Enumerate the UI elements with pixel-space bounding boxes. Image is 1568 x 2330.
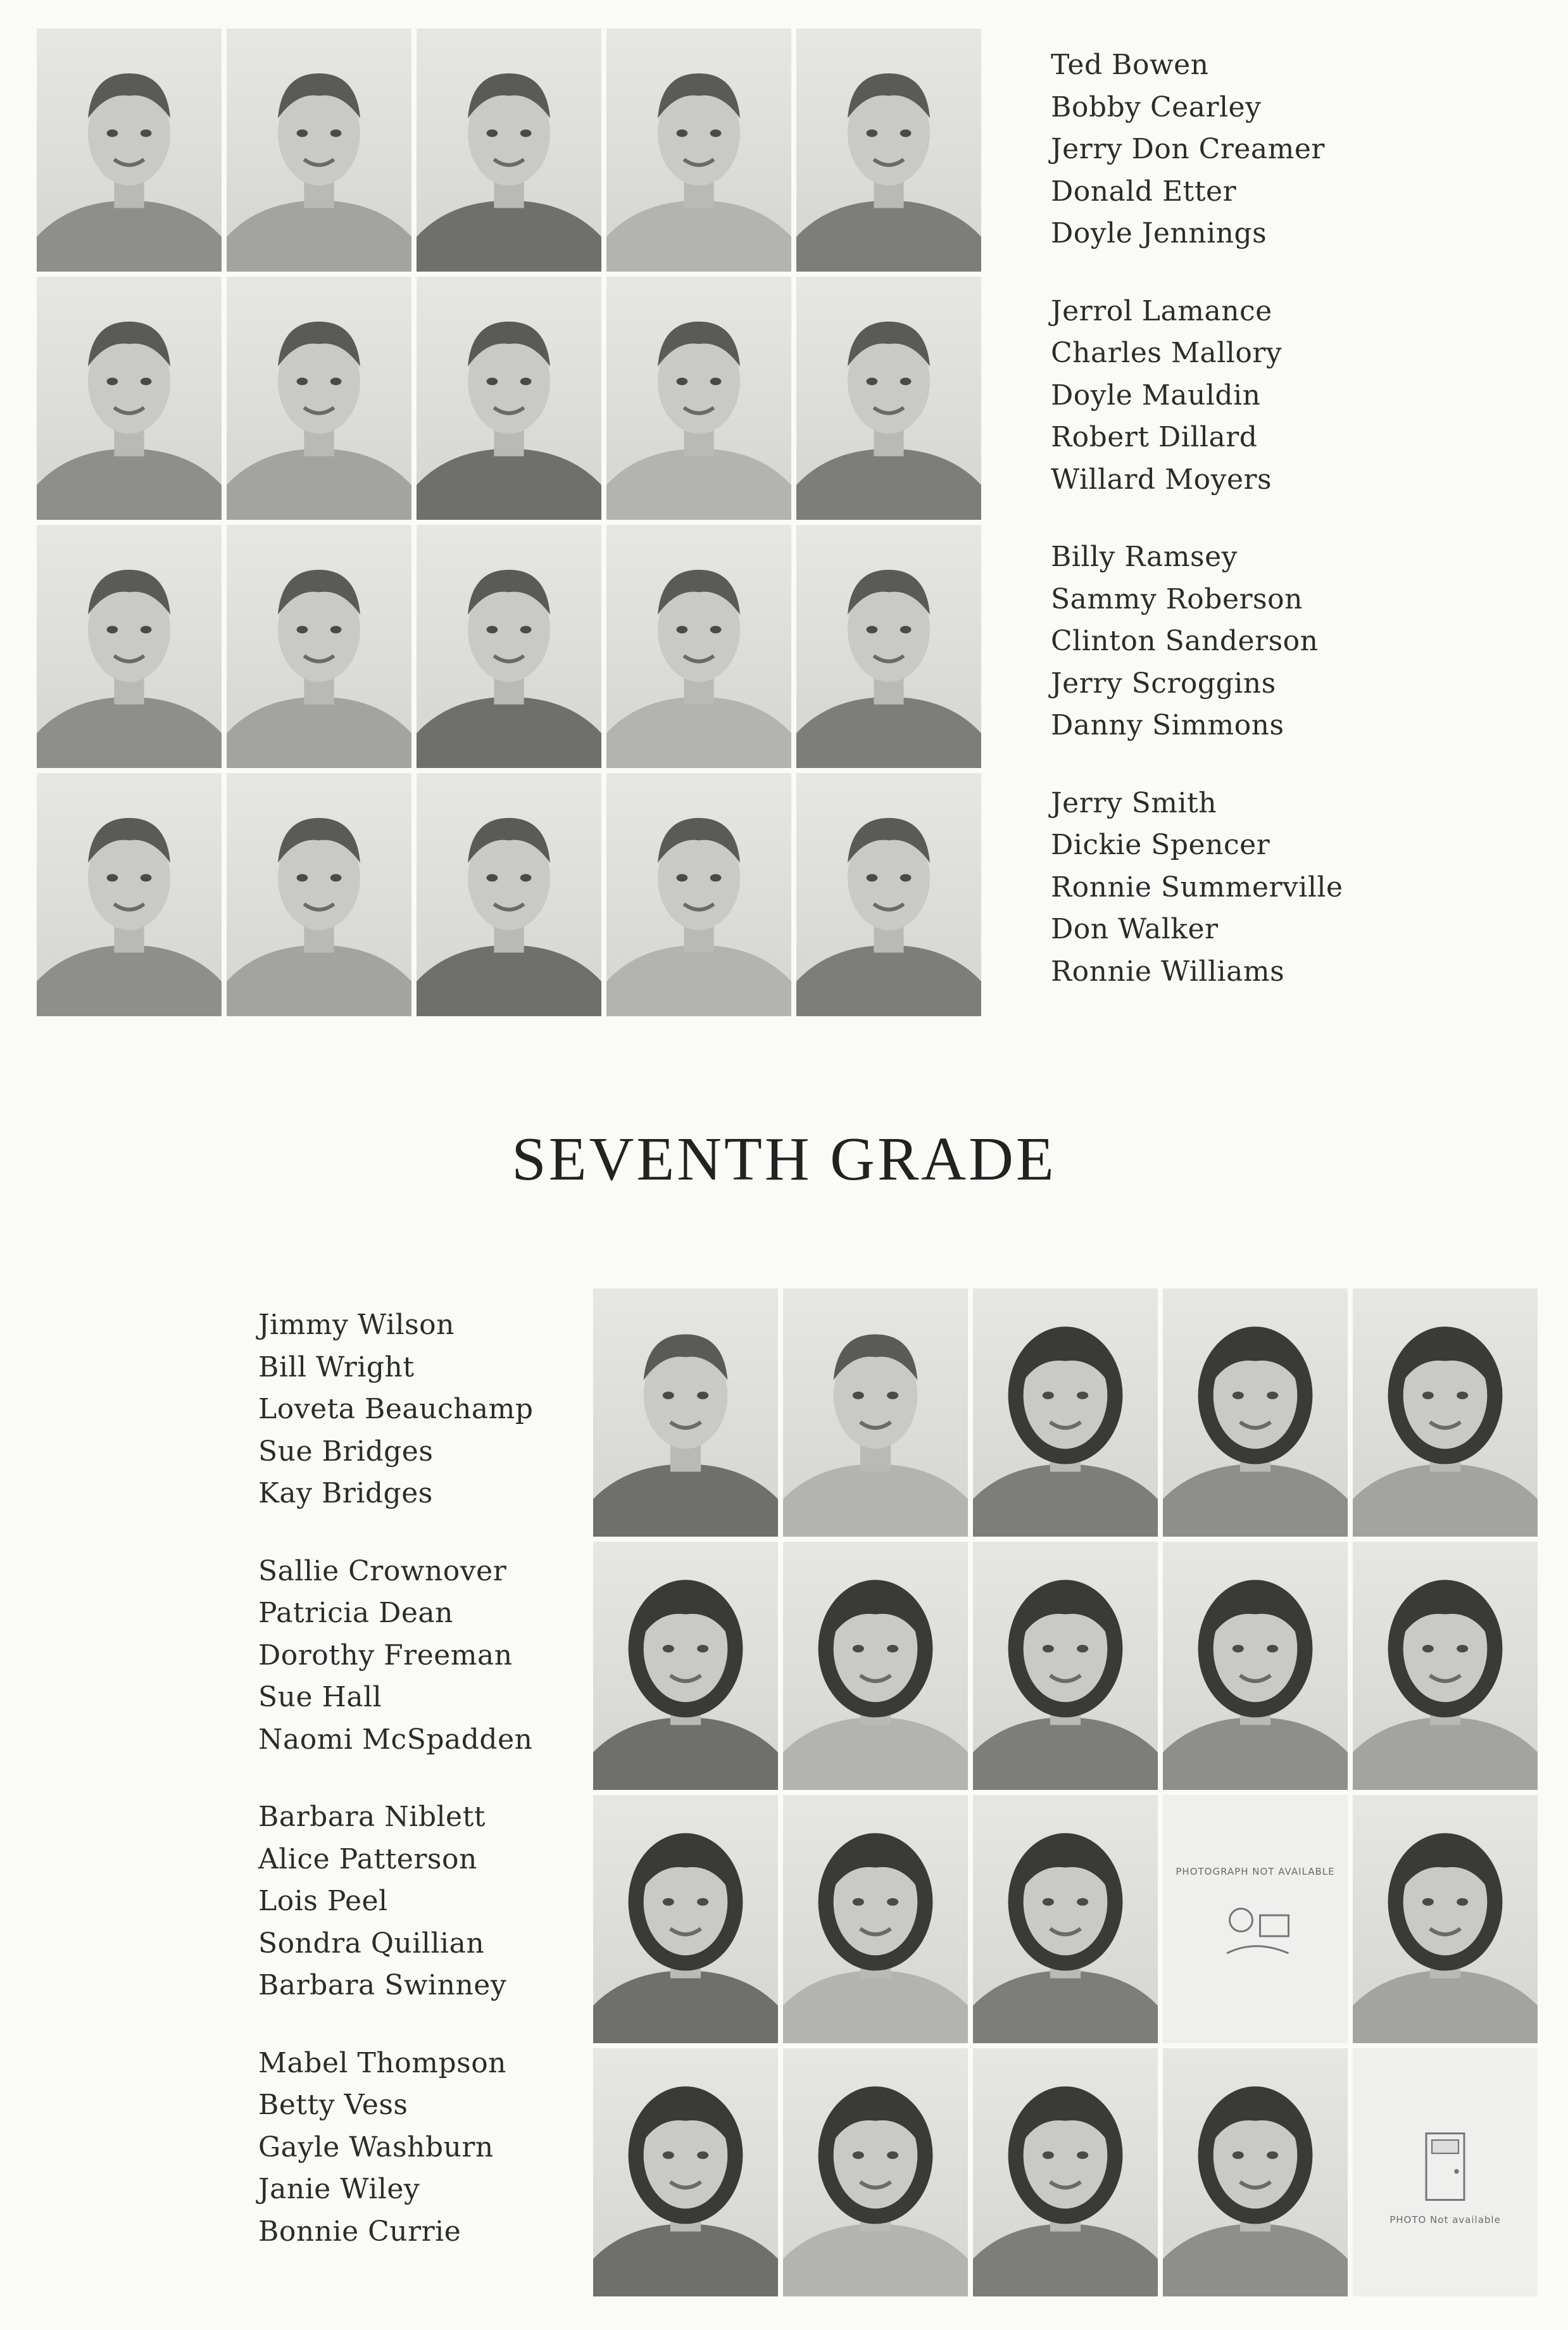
- portrait-photo: [1353, 1288, 1538, 1537]
- student-photo: [593, 1288, 778, 1537]
- portrait-photo: [593, 1288, 778, 1537]
- portrait-photo: [796, 277, 981, 520]
- portrait-photo: [593, 1795, 778, 2043]
- student-photo: [606, 525, 791, 768]
- student-name: Clinton Sanderson: [1051, 625, 1319, 657]
- placeholder-text: PHOTO Not available: [1389, 2214, 1501, 2226]
- portrait-photo: [37, 773, 222, 1016]
- student-name: Barbara Niblett: [258, 1801, 486, 1833]
- name-group: [1051, 291, 1343, 501]
- student-name: Billy Ramsey: [1051, 541, 1238, 573]
- portrait-photo: [606, 773, 791, 1016]
- name-group: [258, 2043, 534, 2253]
- name-group: [1051, 536, 1343, 747]
- student-photo: [1163, 2048, 1348, 2296]
- photo-not-available-placeholder: [1353, 2048, 1538, 2296]
- student-photo: [227, 525, 411, 768]
- student-photo: [417, 525, 601, 768]
- student-photo: [606, 28, 791, 272]
- portrait-photo: [973, 1795, 1158, 2043]
- student-name: Dickie Spencer: [1051, 829, 1270, 861]
- student-name: Barbara Swinney: [258, 1969, 507, 2001]
- student-name: Doyle Jennings: [1051, 217, 1267, 249]
- top-name-list: [1051, 44, 1343, 1028]
- seventh-grade-name-list: [258, 1304, 534, 2288]
- student-name: Gayle Washburn: [258, 2131, 494, 2163]
- student-photo: [417, 28, 601, 272]
- student-photo: [1353, 1795, 1538, 2043]
- student-name: Charles Mallory: [1051, 337, 1283, 369]
- student-photo: [227, 277, 411, 520]
- portrait-photo: [973, 1288, 1158, 1537]
- section-title: SEVENTH GRADE: [511, 1125, 1057, 1193]
- portrait-photo: [783, 1795, 968, 2043]
- student-name: Ronnie Williams: [1051, 955, 1285, 988]
- portrait-photo: [783, 1288, 968, 1537]
- portrait-photo: [783, 2048, 968, 2296]
- student-photo: [593, 1542, 778, 1790]
- portrait-photo: [417, 773, 601, 1016]
- portrait-photo: [1353, 1795, 1538, 2043]
- student-photo: [37, 525, 222, 768]
- student-photo: [417, 277, 601, 520]
- student-photo: [37, 773, 222, 1016]
- portrait-photo: [37, 525, 222, 768]
- name-group: [258, 1551, 534, 1761]
- student-name: Sue Hall: [258, 1681, 382, 1713]
- portrait-photo: [417, 277, 601, 520]
- name-group: [258, 1796, 534, 2007]
- portrait-photo: [606, 525, 791, 768]
- student-name: Loveta Beauchamp: [258, 1393, 534, 1425]
- student-photo: [783, 2048, 968, 2296]
- student-photo: [593, 2048, 778, 2296]
- student-name: Patricia Dean: [258, 1597, 453, 1629]
- student-name: Bill Wright: [258, 1351, 415, 1383]
- student-photo: [1163, 1288, 1348, 1537]
- student-name: Danny Simmons: [1051, 709, 1284, 741]
- student-photo: [973, 2048, 1158, 2296]
- student-name: Naomi McSpadden: [258, 1723, 533, 1756]
- portrait-photo: [227, 773, 411, 1016]
- name-group: [1051, 783, 1343, 993]
- student-photo: [796, 773, 981, 1016]
- door-sign-icon: [1398, 2119, 1493, 2214]
- portrait-photo: [593, 2048, 778, 2296]
- student-name: Bonnie Currie: [258, 2215, 461, 2248]
- name-group: [258, 1304, 534, 1515]
- student-photo: [783, 1288, 968, 1537]
- student-name: Bobby Cearley: [1051, 91, 1262, 123]
- student-name: Sondra Quillian: [258, 1927, 485, 1960]
- portrait-photo: [973, 1542, 1158, 1790]
- student-name: Jimmy Wilson: [258, 1309, 455, 1341]
- student-photo: [227, 773, 411, 1016]
- portrait-photo: [796, 773, 981, 1016]
- portrait-photo: [606, 28, 791, 272]
- portrait-photo: [37, 277, 222, 520]
- student-photo: [783, 1542, 968, 1790]
- student-name: Robert Dillard: [1051, 421, 1258, 453]
- student-name: Sallie Crownover: [258, 1554, 507, 1587]
- student-photo: [227, 28, 411, 272]
- name-group: [1051, 44, 1343, 255]
- portrait-photo: [796, 525, 981, 768]
- student-name: Alice Patterson: [258, 1842, 477, 1875]
- top-photo-grid: [37, 28, 981, 1016]
- photo-not-available-placeholder: [1163, 1795, 1348, 2043]
- student-name: Ted Bowen: [1051, 49, 1209, 81]
- portrait-photo: [1163, 1542, 1348, 1790]
- portrait-photo: [417, 28, 601, 272]
- student-name: Kay Bridges: [258, 1477, 433, 1509]
- student-name: Doyle Mauldin: [1051, 379, 1261, 412]
- student-name: Jerrol Lamance: [1051, 294, 1272, 327]
- student-name: Willard Moyers: [1051, 463, 1272, 496]
- portrait-photo: [783, 1542, 968, 1790]
- student-photo: [37, 28, 222, 272]
- portrait-photo: [37, 28, 222, 272]
- student-photo: [783, 1795, 968, 2043]
- student-photo: [796, 277, 981, 520]
- student-name: Donald Etter: [1051, 175, 1237, 208]
- student-name: Ronnie Summerville: [1051, 871, 1343, 904]
- student-name: Jerry Scroggins: [1051, 667, 1276, 700]
- student-photo: [973, 1542, 1158, 1790]
- student-name: Lois Peel: [258, 1885, 388, 1917]
- student-photo: [593, 1795, 778, 2043]
- student-name: Janie Wiley: [258, 2173, 420, 2205]
- portrait-photo: [417, 525, 601, 768]
- student-photo: [1353, 1542, 1538, 1790]
- student-name: Mabel Thompson: [258, 2046, 507, 2079]
- placeholder-text: PHOTOGRAPH NOT AVAILABLE: [1176, 1866, 1335, 1877]
- student-photo: [606, 277, 791, 520]
- student-photo: [796, 28, 981, 272]
- student-photo: [796, 525, 981, 768]
- student-photo: [606, 773, 791, 1016]
- portrait-photo: [593, 1542, 778, 1790]
- portrait-photo: [1353, 1542, 1538, 1790]
- portrait-photo: [227, 28, 411, 272]
- cartoon-icon: [1208, 1877, 1303, 1972]
- portrait-photo: [606, 277, 791, 520]
- student-photo: [973, 1288, 1158, 1537]
- portrait-photo: [973, 2048, 1158, 2296]
- student-name: Jerry Smith: [1051, 786, 1217, 819]
- portrait-photo: [227, 277, 411, 520]
- student-name: Don Walker: [1051, 913, 1219, 945]
- student-photo: [1163, 1542, 1348, 1790]
- student-photo: [1353, 1288, 1538, 1537]
- student-name: Dorothy Freeman: [258, 1639, 513, 1672]
- portrait-photo: [1163, 1288, 1348, 1537]
- portrait-photo: [1163, 2048, 1348, 2296]
- student-name: Jerry Don Creamer: [1051, 133, 1325, 165]
- student-photo: [37, 277, 222, 520]
- portrait-photo: [796, 28, 981, 272]
- student-name: Sue Bridges: [258, 1435, 434, 1468]
- student-name: Betty Vess: [258, 2089, 408, 2121]
- seventh-grade-photo-grid: [593, 1288, 1538, 2296]
- student-photo: [973, 1795, 1158, 2043]
- student-photo: [417, 773, 601, 1016]
- student-name: Sammy Roberson: [1051, 582, 1303, 615]
- portrait-photo: [227, 525, 411, 768]
